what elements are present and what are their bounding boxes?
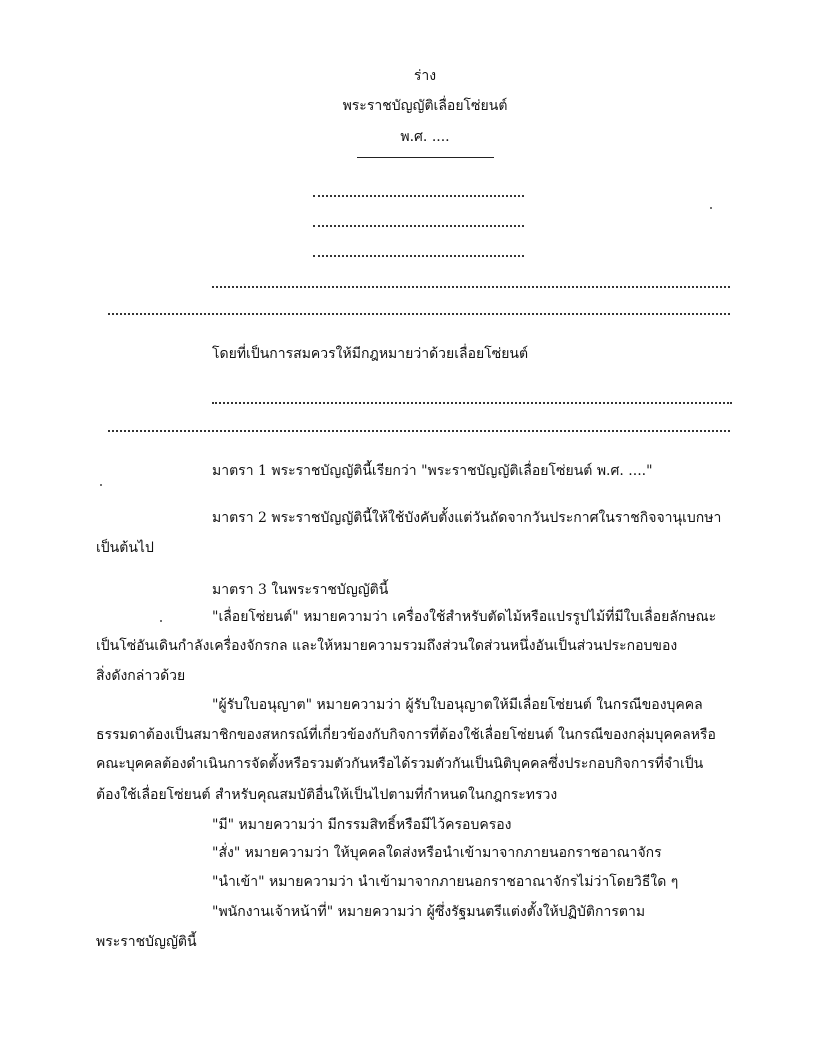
document-title: พระราชบัญญัติเลื่อยโซ่ยนต์ xyxy=(342,98,508,114)
placeholder-dotted-line-4 xyxy=(212,286,730,288)
definition-chainsaw-line-2: เป็นโซ่อันเดินกำลังเครื่องจักรกล และให้หมายความรวมถึงส่วนใดส่วนหนึ่งอันเป็นส่วนประกอบของ xyxy=(96,638,678,654)
placeholder-dotted-line-7 xyxy=(108,430,730,432)
definition-licensee-line-4: ต้องใช้เลื่อยโซ่ยนต์ สำหรับคุณสมบัติอื่นให้เป็นไปตามที่กำหนดในกฎกระทรวง xyxy=(96,787,558,803)
placeholder-dotted-line-1 xyxy=(313,195,524,197)
scan-speck xyxy=(160,620,162,622)
section-1: มาตรา 1 พระราชบัญญัตินี้เรียกว่า "พระราชบัญญัติเลื่อยโซ่ยนต์ พ.ศ. ...." xyxy=(212,463,653,479)
definition-chainsaw-line-3: สิ่งดังกล่าวด้วย xyxy=(96,668,186,684)
placeholder-dotted-line-3 xyxy=(313,255,524,257)
section-2-line-2: เป็นต้นไป xyxy=(96,540,154,556)
scan-speck xyxy=(100,484,102,486)
placeholder-dotted-line-6 xyxy=(212,402,732,404)
definition-chainsaw-line-1: "เลื่อยโซ่ยนต์" หมายความว่า เครื่องใช้สำหรับตัดไม้หรือแปรรูปไม้ที่มีใบเลื่อยลักษณะ xyxy=(212,609,717,625)
section-3: มาตรา 3 ในพระราชบัญญัตินี้ xyxy=(212,582,389,598)
definition-licensee-line-3: คณะบุคคลต้องดำเนินการจัดตั้งหรือรวมตัวกันหรือได้รวมตัวกันเป็นนิติบุคคลซึ่งประกอบกิจการที่จำเป็น xyxy=(96,756,704,772)
definition-licensee-line-1: "ผู้รับใบอนุญาต" หมายความว่า ผู้รับใบอนุญาตให้มีเลื่อยโซ่ยนต์ ในกรณีของบุคคล xyxy=(212,697,703,713)
title-underline xyxy=(357,157,494,158)
draft-label: ร่าง xyxy=(413,68,437,84)
placeholder-dotted-line-2 xyxy=(313,225,524,227)
definition-have: "มี" หมายความว่า มีกรรมสิทธิ์หรือมีไว้ครอบครอง xyxy=(212,817,512,833)
placeholder-dotted-line-5 xyxy=(108,313,730,315)
definition-import: "นำเข้า" หมายความว่า นำเข้ามาจากภายนอกราชอาณาจักรไม่ว่าโดยวิธีใด ๆ xyxy=(212,874,679,890)
preamble-text: โดยที่เป็นการสมควรให้มีกฎหมายว่าด้วยเลื่อยโซ่ยนต์ xyxy=(212,346,529,362)
definition-licensee-line-2: ธรรมดาต้องเป็นสมาชิกของสหกรณ์ที่เกี่ยวข้องกับกิจการที่ต้องใช้เลื่อยโซ่ยนต์ ในกรณีของกลุ่มบุคคลหรือ xyxy=(96,727,716,743)
scan-speck xyxy=(710,207,712,209)
document-year: พ.ศ. .... xyxy=(400,129,450,145)
section-2-line-1: มาตรา 2 พระราชบัญญัตินี้ให้ใช้บังคับตั้งแต่วันถัดจากวันประกาศในราชกิจจานุเบกษา xyxy=(212,510,722,526)
definition-order: "สั่ง" หมายความว่า ให้บุคคลใดส่งหรือนำเข้ามาจากภายนอกราชอาณาจักร xyxy=(212,845,662,861)
definition-officer-line-1: "พนักงานเจ้าหน้าที่" หมายความว่า ผู้ซึ่งรัฐมนตรีแต่งตั้งให้ปฏิบัติการตาม xyxy=(212,904,646,920)
definition-officer-line-2: พระราชบัญญัตินี้ xyxy=(96,934,197,950)
